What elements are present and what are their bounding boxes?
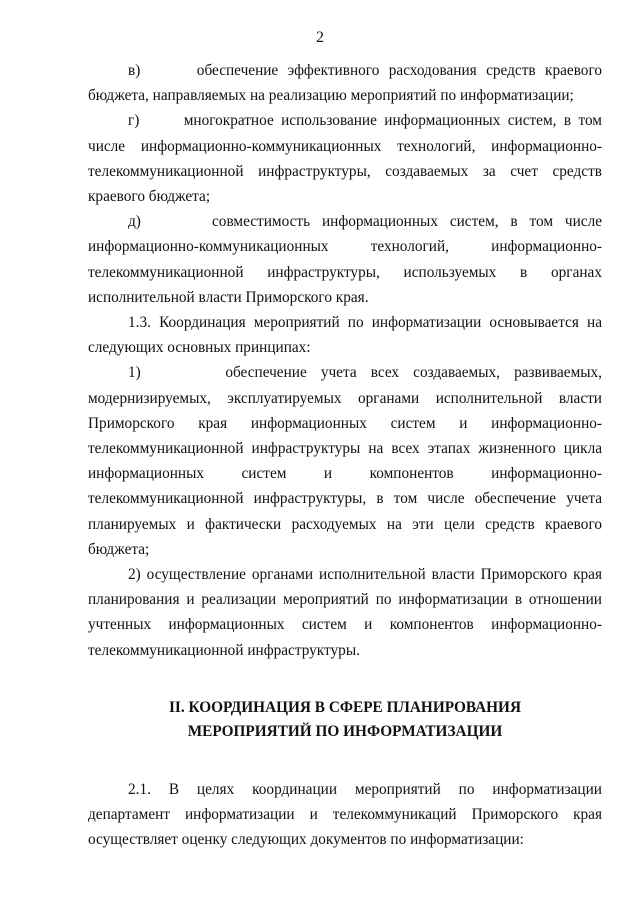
- paragraph-principle-2: 2) осуществление органами исполнительной власти Приморского края планирования и реализации мероприятий по информатизации в отношении учтенных информационных систем и компонентов информационно-телекоммуникационной инфраструктуры.: [88, 566, 602, 659]
- page-number: 2: [316, 29, 324, 46]
- paragraph-1-3: 1.3. Координация мероприятий по информатизации основывается на следующих основных принципах:: [88, 314, 602, 357]
- paragraph-2-1: 2.1. В целях координации мероприятий по информатизации департамент информатизации и телекоммуникаций Приморского края осуществляет оценку следующих документов по информатизации:: [88, 780, 602, 849]
- paragraph-item-d: д) совместимость информационных систем, в том числе информационно-коммуникационных технологий, информационно-телекоммуникационной инфраструктуры, используемых в органах исполнительной власти Приморского края.: [88, 213, 602, 306]
- paragraph-principle-1: 1) обеспечение учета всех создаваемых, развиваемых, модернизируемых, эксплуатируемых органами исполнительной власти Приморского края информационных систем и информационно-телекоммуникационной инфраструктуры на всех этапах жизненного цикла информационных систем и компонентов информационно-телекоммуникационной инфраструктуры, в том числе обеспечение учета планируемых и фактически расходуемых на эти цели средств краевого бюджета;: [88, 364, 602, 558]
- document-body: [88, 58, 602, 852]
- section-heading: [88, 696, 602, 744]
- section-heading-line-2: МЕРОПРИЯТИЙ ПО ИНФОРМАТИЗАЦИИ: [187, 722, 503, 740]
- section-heading-line-1: II. КООРДИНАЦИЯ В СФЕРЕ ПЛАНИРОВАНИЯ: [168, 698, 521, 716]
- paragraph-item-g: г) многократное использование информационных систем, в том числе информационно-коммуникационных технологий, информационно-телекоммуникационной инфраструктуры, создаваемых за счет средств краевого бюджета;: [88, 112, 602, 206]
- paragraph-item-v: в) обеспечение эффективного расходования средств краевого бюджета, направляемых на реализацию мероприятий по информатизации;: [88, 62, 602, 105]
- heading-spacer: [88, 744, 602, 777]
